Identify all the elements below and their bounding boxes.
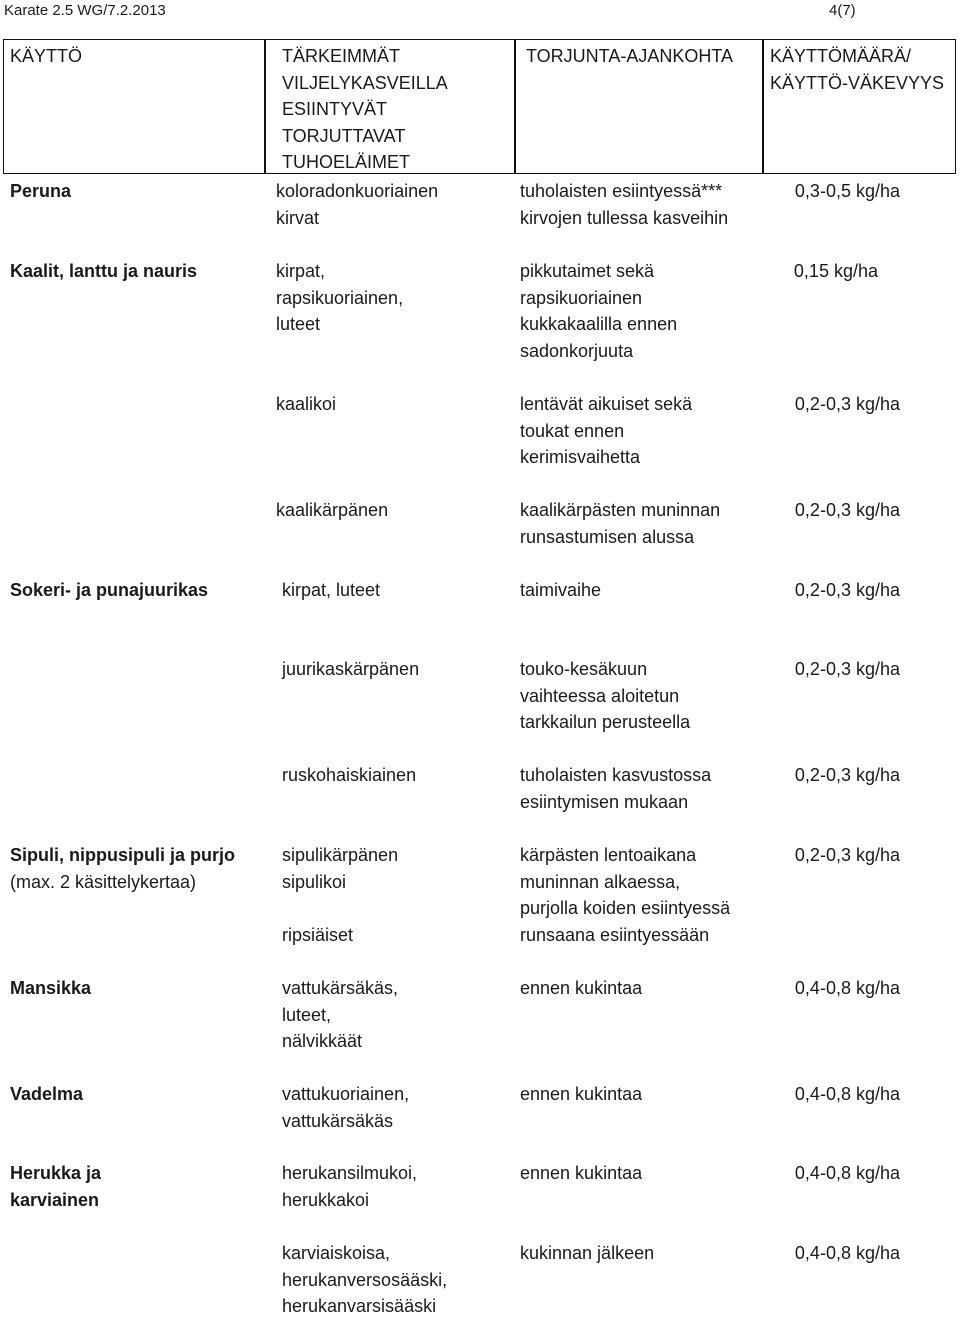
dose-cell: 0,15 kg/ha (793, 261, 878, 281)
page-number: 4(7) (829, 2, 856, 19)
pest-cell: kirpat, luteet (282, 580, 381, 600)
dose-cell: 0,3-0,5 kg/ha (794, 181, 900, 201)
column-header-use: KÄYTTÖ (10, 46, 83, 66)
timing-cell: ennen kukintaa (520, 978, 643, 998)
pest-cell: karviaiskoisa, herukanversosääski, herukanvarsisääski (282, 1243, 448, 1316)
crop-cell: Vadelma (10, 1084, 84, 1104)
crop-cell: Peruna (10, 181, 72, 201)
crop-cell: Sipuli, nippusipuli ja purjo (max. 2 käsittelykertaa) (10, 845, 235, 892)
pest-cell: kaalikoi (276, 394, 337, 414)
timing-cell: pikkutaimet sekä rapsikuoriainen kukkakaalilla ennen sadonkorjuuta (520, 261, 678, 361)
timing-cell: kukinnan jälkeen (520, 1243, 655, 1263)
dose-cell: 0,2-0,3 kg/ha (794, 580, 900, 600)
timing-cell: lentävät aikuiset sekä toukat ennen kerimisvaihetta (520, 394, 693, 467)
pest-cell: sipulikärpänen sipulikoi ripsiäiset (282, 845, 399, 945)
dose-cell: 0,4-0,8 kg/ha (794, 1163, 900, 1183)
timing-cell: ennen kukintaa (520, 1163, 643, 1183)
pest-cell: vattukärsäkäs, luteet, nälvikkäät (282, 978, 399, 1051)
timing-cell: ennen kukintaa (520, 1084, 643, 1104)
pest-cell: kaalikärpänen (276, 500, 389, 520)
pest-cell: kirpat, rapsikuoriainen, luteet (276, 261, 404, 334)
dose-cell: 0,2-0,3 kg/ha (794, 394, 900, 414)
dose-cell: 0,2-0,3 kg/ha (794, 500, 900, 520)
timing-cell: touko-kesäkuun vaihteessa aloitetun tarkkailun perusteella (520, 659, 691, 732)
crop-cell: Mansikka (10, 978, 92, 998)
column-divider (264, 39, 266, 174)
dose-cell: 0,2-0,3 kg/ha (794, 845, 900, 865)
crop-cell: Sokeri- ja punajuurikas (10, 580, 209, 600)
crop-cell: Herukka ja karviainen (10, 1163, 102, 1210)
timing-cell: kärpästen lentoaikana muninnan alkaessa, purjolla koiden esiintyessä runsaana esiintyessään (520, 845, 731, 945)
pest-cell: koloradonkuoriainen kirvat (276, 181, 439, 228)
column-divider (762, 39, 764, 174)
pest-cell: ruskohaiskiainen (282, 765, 417, 785)
timing-cell: taimivaihe (520, 580, 602, 600)
pest-cell: herukansilmukoi, herukkakoi (282, 1163, 418, 1210)
pest-cell: juurikaskärpänen (282, 659, 420, 679)
dose-cell: 0,4-0,8 kg/ha (794, 1243, 900, 1263)
column-divider (514, 39, 516, 174)
timing-cell: tuholaisten kasvustossa esiintymisen mukaan (520, 765, 712, 812)
pest-cell: vattukuoriainen, vattukärsäkäs (282, 1084, 410, 1131)
column-header-dose: KÄYTTÖMÄÄRÄ/ KÄYTTÖ-VÄKEVYYS (770, 46, 945, 93)
dose-cell: 0,2-0,3 kg/ha (794, 765, 900, 785)
column-header-pests: TÄRKEIMMÄT VILJELYKASVEILLA ESIINTYVÄT TORJUTTAVAT TUHOELÄIMET (282, 46, 448, 172)
dose-cell: 0,4-0,8 kg/ha (794, 978, 900, 998)
column-header-timing: TORJUNTA-AJANKOHTA (526, 46, 734, 66)
document-reference: Karate 2.5 WG/7.2.2013 (4, 2, 166, 19)
crop-cell: Kaalit, lanttu ja nauris (10, 261, 198, 281)
timing-cell: kaalikärpästen muninnan runsastumisen alussa (520, 500, 721, 547)
dose-cell: 0,2-0,3 kg/ha (794, 659, 900, 679)
dose-cell: 0,4-0,8 kg/ha (794, 1084, 900, 1104)
timing-cell: tuholaisten esiintyessä*** kirvojen tullessa kasveihin (520, 181, 729, 228)
